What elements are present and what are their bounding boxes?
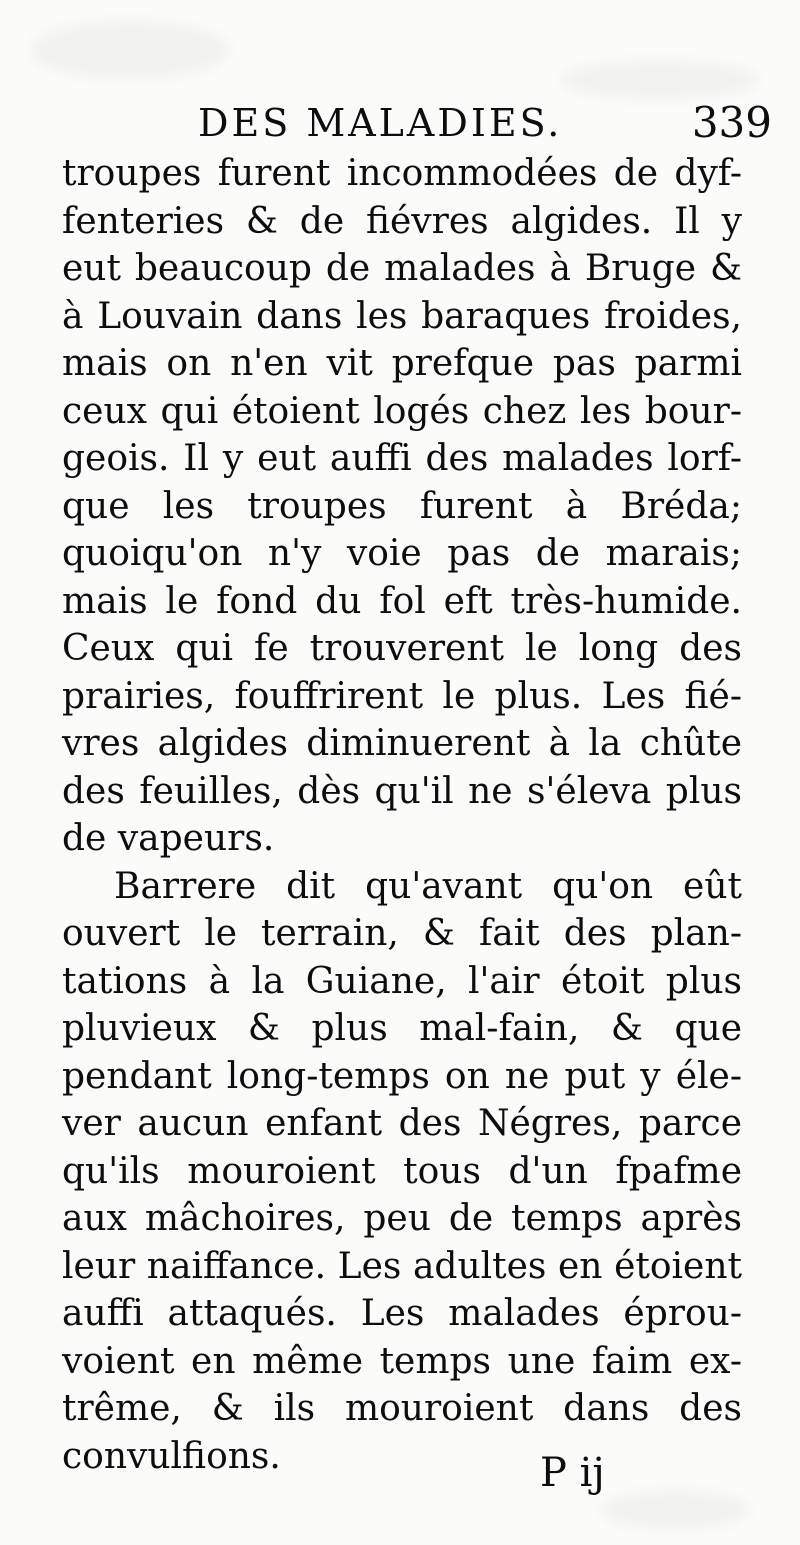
text-line: ceux qui étoient logés chez les bour- (62, 390, 742, 432)
text-line: ouvert le terrain, & fait des plan- (62, 913, 742, 954)
text-line: convulfions. (62, 1435, 281, 1477)
text-line: qu'ils mouroient tous d'un fpafme (62, 1150, 742, 1192)
text-line: que les troupes furent à Bréda; (62, 485, 742, 527)
text-line: à Louvain dans les baraques froides, (62, 295, 742, 337)
text-line: tations à la Guiane, l'air étoit plus (62, 960, 742, 1002)
text-line: fenteries & de fiévres algides. Il y (62, 200, 742, 242)
text-line: ver aucun enfant des Négres, parce (62, 1103, 742, 1144)
paper-stain (600, 1490, 750, 1530)
text-line: leur naiffance. Les adultes en étoient (62, 1245, 742, 1287)
text-line: geois. Il y eut auffi des malades lorf- (62, 438, 742, 479)
text-line: de vapeurs. (62, 818, 275, 859)
page-number: 339 (691, 98, 772, 147)
text-line: quoiqu'on n'y voie pas de marais; (62, 533, 742, 574)
running-head: DES MALADIES. (198, 101, 563, 145)
paper-stain (30, 20, 230, 80)
text-line: Ceux qui fe trouverent le long des (62, 628, 742, 669)
page-header (0, 98, 800, 148)
paragraph (62, 863, 742, 1481)
text-line: auffi attaqués. Les malades éprou- (62, 1293, 742, 1334)
text-line: troupes furent incommodées de dyf- (62, 153, 742, 194)
paper-stain (560, 60, 760, 100)
paragraph (62, 150, 742, 863)
signature-mark: P ij (540, 1450, 605, 1496)
text-line: vres algides diminuerent à la chûte (62, 723, 742, 764)
text-line: voient en même temps une faim ex- (62, 1340, 742, 1382)
text-line: mais on n'en vit prefque pas parmi (62, 343, 742, 384)
text-line: Barrere dit qu'avant qu'on eût (114, 865, 742, 907)
text-line: aux mâchoires, peu de temps après (62, 1198, 742, 1239)
text-line: pendant long-temps on ne put y éle- (62, 1055, 742, 1097)
text-line: pluvieux & plus mal-fain, & que (62, 1008, 742, 1049)
text-line: mais le fond du fol eft très-humide. (62, 580, 742, 622)
text-line: eut beaucoup de malades à Bruge & (62, 248, 742, 289)
body-text (62, 150, 742, 1480)
text-line: des feuilles, dès qu'il ne s'éleva plus (62, 770, 742, 812)
text-line: trême, & ils mouroient dans des (62, 1388, 742, 1429)
text-line: prairies, fouffrirent le plus. Les fié- (62, 675, 742, 717)
